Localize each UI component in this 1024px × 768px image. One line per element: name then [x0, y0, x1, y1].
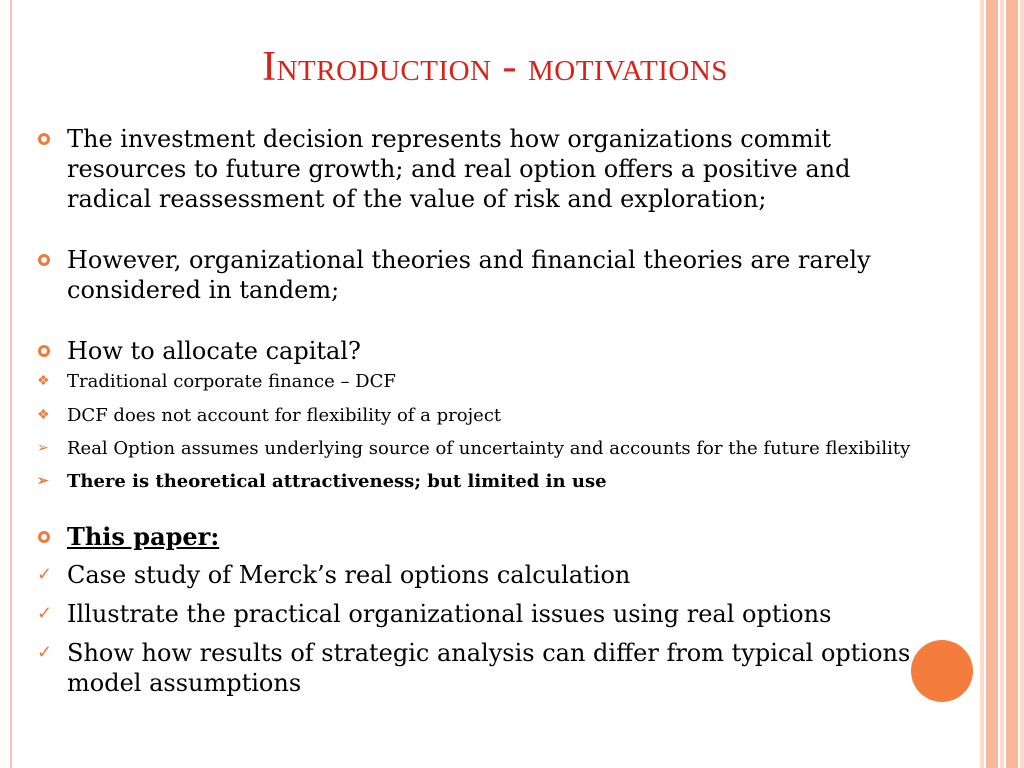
- diamond-icon: ❖: [37, 373, 50, 389]
- diamond-icon: ❖: [37, 407, 50, 423]
- ring-icon: [38, 133, 50, 145]
- bullet-text: How to allocate capital?: [67, 337, 361, 365]
- check-item: [36, 560, 916, 590]
- ring-icon: [38, 531, 50, 543]
- bullet-item: [36, 124, 916, 214]
- check-item: [36, 599, 916, 629]
- ring-icon: [38, 345, 50, 357]
- right-decorative-stripes: [980, 0, 1024, 768]
- arrow-icon: ➢: [37, 440, 49, 456]
- sub-bullet-item: [36, 404, 916, 427]
- bullet-text: This paper:: [67, 522, 220, 551]
- bullet-text: Illustrate the practical organizational issues using real options: [67, 600, 832, 628]
- bullet-item: [36, 336, 916, 366]
- bullet-text: However, organizational theories and financial theories are rarely considered in tandem;: [67, 246, 871, 304]
- bullet-text: Show how results of strategic analysis can differ from typical options model assumptions: [67, 639, 911, 697]
- bullet-text: The investment decision represents how organizations commit resources to future growth; and real option offers a positive and radical reassessment of the value of risk and exploration;: [67, 125, 851, 213]
- bullet-text: Traditional corporate finance – DCF: [67, 371, 396, 392]
- sub-bullet-item: [36, 370, 916, 393]
- bullet-text: Case study of Merck’s real options calculation: [67, 561, 631, 589]
- bullet-text: There is theoretical attractiveness; but limited in use: [67, 471, 607, 492]
- check-icon: ✓: [37, 564, 53, 585]
- arrow-icon: ➢: [37, 473, 49, 489]
- check-icon: ✓: [37, 642, 53, 663]
- decorative-circle: [911, 640, 973, 702]
- bullet-item: [36, 245, 916, 305]
- ring-icon: [38, 254, 50, 266]
- slide-title: Introduction - motivations: [262, 44, 728, 90]
- bullet-text: Real Option assumes underlying source of uncertainty and accounts for the future flexibility: [67, 438, 911, 459]
- left-decorative-rule: [10, 0, 12, 768]
- check-item: [36, 638, 916, 698]
- bullet-text: DCF does not account for flexibility of a project: [67, 405, 502, 426]
- slide-body: [36, 124, 916, 698]
- sub-bullet-item: [36, 437, 916, 460]
- check-icon: ✓: [37, 603, 53, 624]
- sub-bullet-item: [36, 470, 916, 493]
- bullet-item: [36, 522, 916, 552]
